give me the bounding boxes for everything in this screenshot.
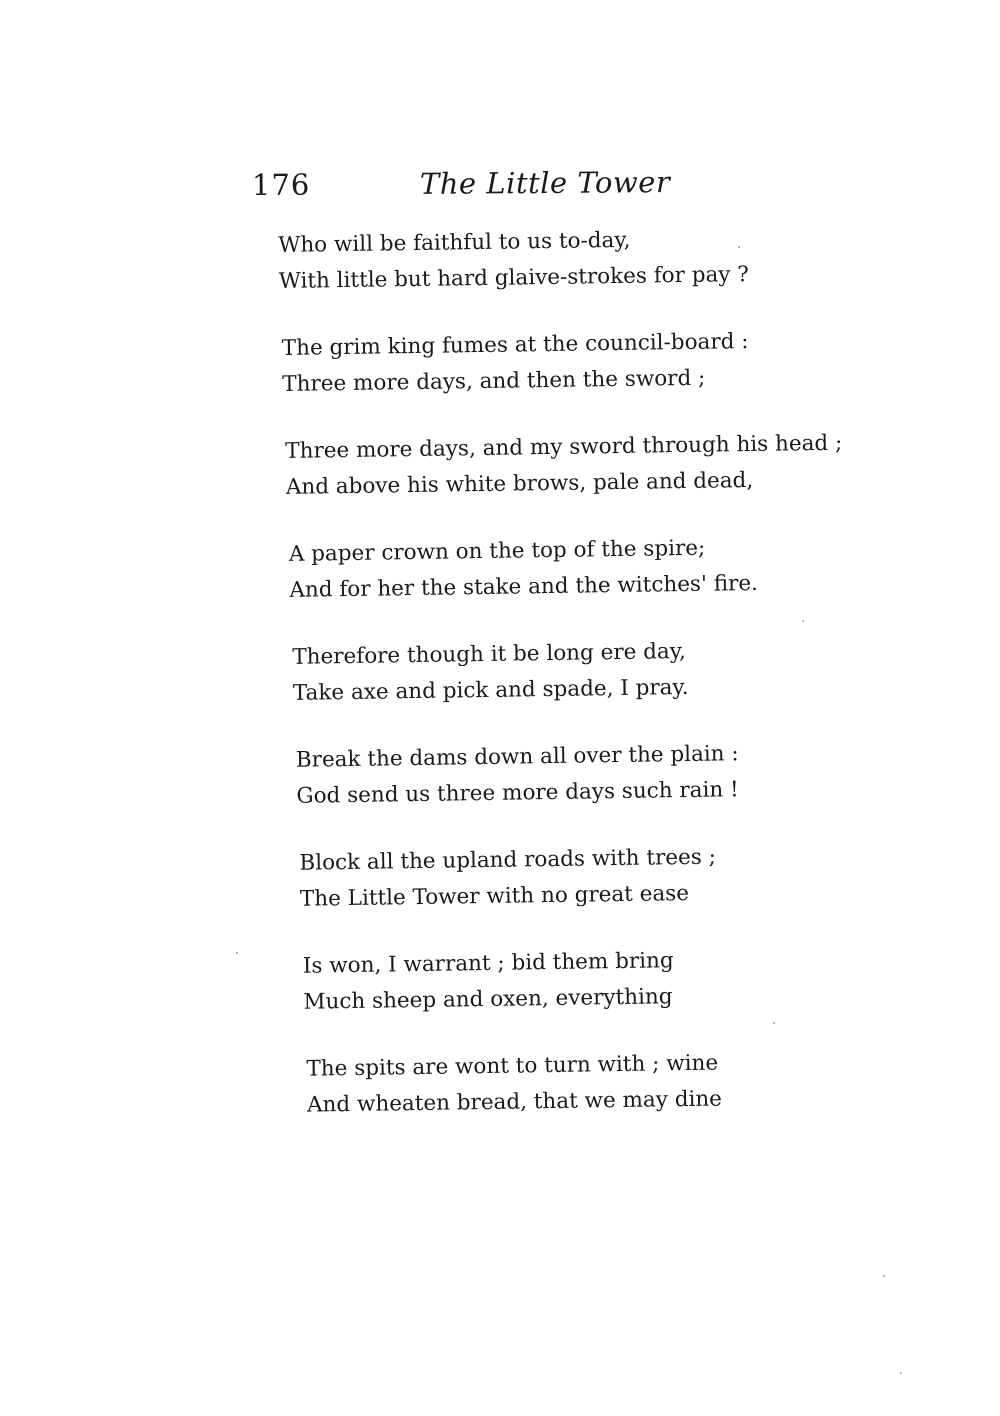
poem-body — [278, 220, 852, 1155]
verse-line: Three more days, and then the sword ; — [282, 365, 706, 397]
scan-speck — [900, 1372, 902, 1374]
stanza — [289, 941, 850, 1021]
verse-line: Much sheep and oxen, everything — [303, 984, 673, 1015]
verse-line: The Little Tower with no great ease — [299, 880, 690, 912]
stanza — [290, 1044, 851, 1124]
stanza — [278, 220, 839, 300]
scan-speck — [738, 246, 740, 248]
verse-line: Block all the upland roads with trees ; — [299, 844, 717, 876]
verse-line: Therefore though it be long ere day, — [292, 638, 687, 670]
page-header — [252, 165, 672, 212]
running-title: The Little Tower — [419, 165, 671, 201]
verse-line: The spits are wont to turn with ; wine — [306, 1050, 719, 1082]
verse-line: With little but hard glaive-strokes for pay ? — [278, 262, 750, 294]
stanza — [287, 838, 848, 918]
verse-line: Is won, I warrant ; bid them bring — [302, 948, 674, 979]
scan-speck — [773, 1022, 775, 1024]
verse-line: God send us three more days such rain ! — [296, 777, 739, 809]
verse-line: And wheaten bread, that we may dine — [306, 1086, 723, 1118]
verse-line: Break the dams down all over the plain : — [295, 741, 739, 773]
verse-line: Three more days, and my sword through his head ; — [285, 430, 843, 464]
stanza — [281, 426, 842, 506]
verse-line: And above his white brows, pale and dead, — [285, 467, 754, 500]
verse-line: And for her the stake and the witches' fire. — [289, 570, 759, 603]
stanza — [284, 632, 845, 712]
scan-speck — [802, 620, 804, 622]
page-number: 176 — [251, 167, 311, 202]
scan-speck — [883, 1275, 885, 1277]
verse-line: A paper crown on the top of the spire; — [288, 535, 706, 567]
verse-line: Who will be faithful to us to-day, — [278, 227, 631, 258]
stanza — [286, 735, 847, 815]
scan-speck — [236, 952, 238, 954]
verse-line: The grim king fumes at the council-board : — [281, 329, 749, 361]
stanza — [283, 529, 844, 609]
verse-line: Take axe and pick and spade, I pray. — [292, 674, 689, 706]
stanza — [280, 323, 841, 403]
